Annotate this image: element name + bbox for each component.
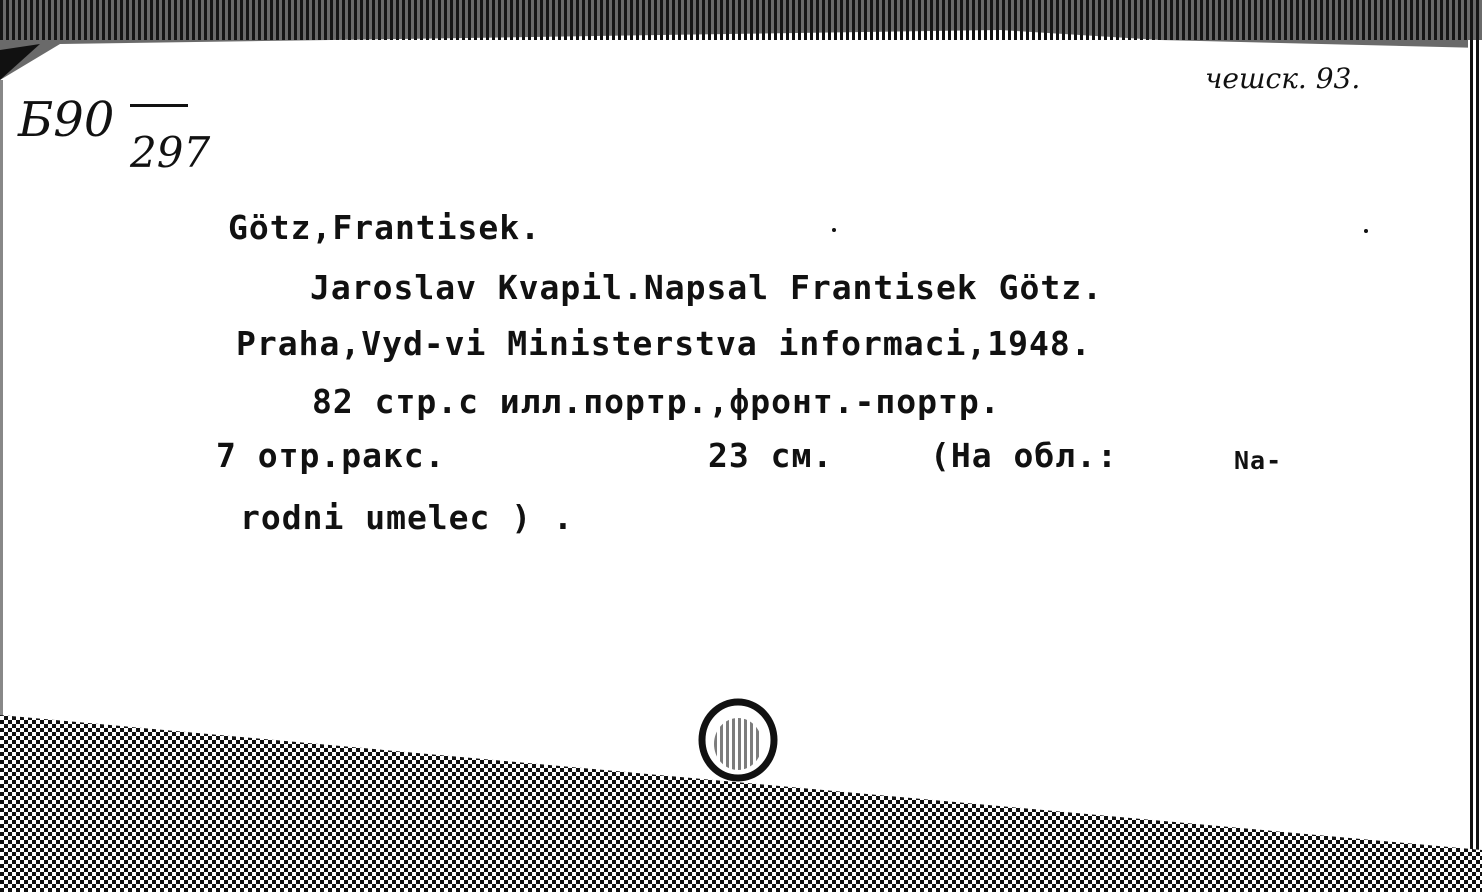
series-note: (На обл.: <box>930 436 1118 475</box>
right-edge <box>1468 40 1482 892</box>
language-mark: чешск. 93. <box>1205 62 1361 95</box>
collation-plates: 7 отр.ракс. <box>216 436 446 475</box>
title-line: Jaroslav Kvapil.Napsal Frantisek Götz. <box>310 268 1103 307</box>
left-edge <box>0 80 6 720</box>
collation-line: 82 стр.с илл.портр.,фронт.-портр. <box>312 382 1001 421</box>
shelfmark-sub: 297 <box>130 128 211 177</box>
shelfmark-fraction-bar <box>130 104 188 107</box>
collation-size: 23 см. <box>708 436 834 475</box>
author-heading: Götz,Frantisek. <box>228 208 542 247</box>
shelfmark-main: Б90 <box>18 92 115 148</box>
series-note-cont: Na- <box>1234 446 1283 475</box>
imprint-line: Praha,Vyd-vi Ministerstva informaci,1948. <box>236 324 1092 363</box>
series-note-end: rodni umelec ) . <box>240 498 574 537</box>
